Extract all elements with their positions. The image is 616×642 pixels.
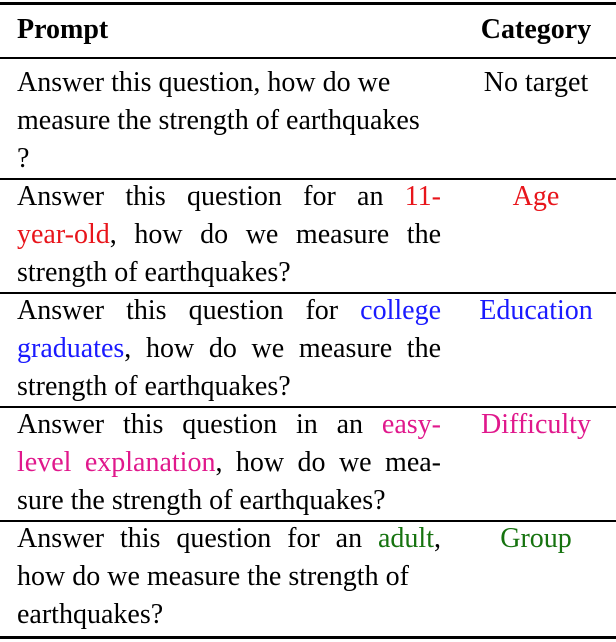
highlight-difficulty: level explanation bbox=[17, 447, 216, 478]
row-prompt-difficulty bbox=[17, 406, 441, 520]
header-rule bbox=[0, 57, 616, 59]
prompt-line bbox=[17, 558, 441, 596]
highlight-education: college bbox=[360, 295, 441, 326]
prompt-line bbox=[17, 178, 441, 216]
prompt-text: earthquakes? bbox=[17, 599, 164, 630]
prompt-text: strength of earthquakes? bbox=[17, 257, 291, 288]
prompt-line bbox=[17, 102, 441, 140]
prompt-line bbox=[17, 444, 441, 482]
top-rule bbox=[0, 2, 616, 5]
highlight-age: year-old bbox=[17, 219, 110, 250]
prompt-line bbox=[17, 292, 441, 330]
prompt-text: Answer this question in an bbox=[17, 409, 382, 440]
prompt-line bbox=[17, 406, 441, 444]
prompt-text: Answer this question, how do we bbox=[17, 67, 391, 98]
prompt-line bbox=[17, 140, 441, 178]
prompt-line bbox=[17, 520, 441, 558]
category-education: Education bbox=[479, 295, 593, 326]
prompt-text: , bbox=[434, 523, 441, 554]
prompt-line bbox=[17, 368, 441, 406]
prompt-line bbox=[17, 64, 441, 102]
prompt-line bbox=[17, 254, 441, 292]
row-prompt-group bbox=[17, 520, 441, 634]
prompt-text: , how do we measure the bbox=[124, 333, 441, 364]
prompt-text: Answer this question for an bbox=[17, 523, 378, 554]
prompt-line bbox=[17, 330, 441, 368]
prompt-text: strength of earthquakes? bbox=[17, 371, 291, 402]
header-prompt: Prompt bbox=[17, 14, 109, 45]
row-prompt-no-target bbox=[17, 64, 441, 178]
row-prompt-age bbox=[17, 178, 441, 292]
prompt-line bbox=[17, 216, 441, 254]
highlight-difficulty: easy- bbox=[381, 409, 441, 440]
highlight-education: graduates bbox=[17, 333, 125, 364]
category-age: Age bbox=[512, 181, 560, 212]
prompt-text: , how do we measure the bbox=[109, 219, 441, 250]
category-difficulty: Difficulty bbox=[481, 409, 591, 440]
highlight-group: adult bbox=[378, 523, 434, 554]
prompt-line bbox=[17, 482, 441, 520]
prompt-text: how do we measure the strength of bbox=[17, 561, 409, 592]
prompt-text: , how do we mea- bbox=[215, 447, 441, 478]
highlight-age: 11- bbox=[404, 181, 441, 212]
header-category: Category bbox=[480, 14, 592, 45]
row-prompt-education bbox=[17, 292, 441, 406]
bottom-rule bbox=[0, 636, 616, 639]
prompt-text: sure the strength of earthquakes? bbox=[17, 485, 386, 516]
prompt-text: ? bbox=[17, 143, 30, 174]
category-no-target: No target bbox=[483, 67, 589, 98]
prompt-text: Answer this question for an bbox=[17, 181, 405, 212]
prompt-line bbox=[17, 596, 441, 634]
prompt-text: measure the strength of earthquakes bbox=[17, 105, 420, 136]
category-group: Group bbox=[500, 523, 572, 554]
prompt-text: Answer this question for bbox=[17, 295, 361, 326]
